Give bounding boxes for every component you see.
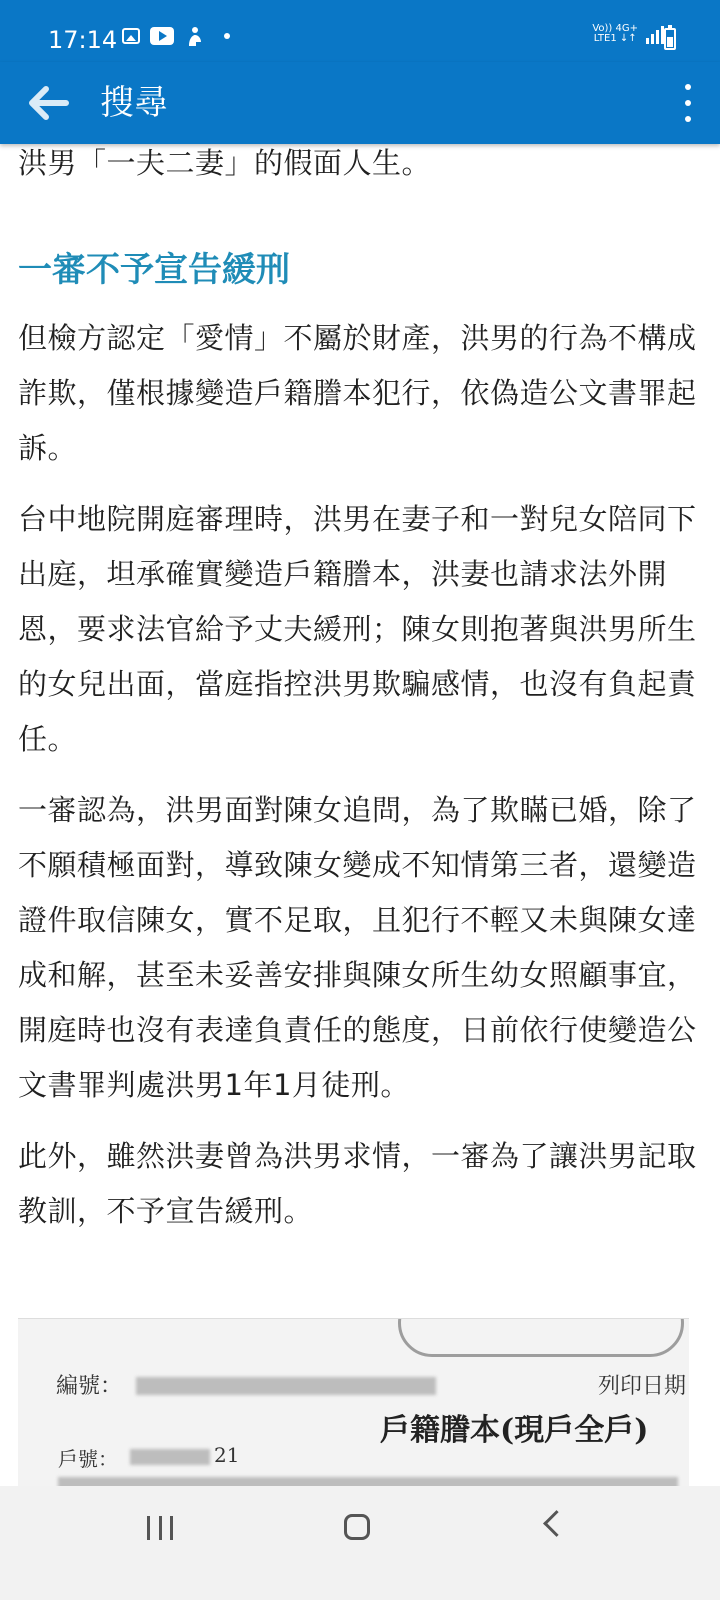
app-bar [0, 62, 720, 144]
home-button[interactable] [344, 1514, 370, 1540]
article-paragraph: 此外，雖然洪妻曾為洪男求情，一審為了讓洪男記取教訓，不予宣告緩刑。 [18, 1139, 697, 1228]
more-vert-icon [685, 84, 691, 90]
network-type-label: Vo)) 4G+ [592, 23, 638, 34]
status-bar [0, 0, 720, 62]
youtube-icon [150, 27, 174, 45]
household-number-visible: 21 [214, 1443, 240, 1467]
document-title: 戶籍謄本(現戶全戶) [380, 1413, 649, 1448]
print-date-label: 列印日期 [598, 1374, 687, 1399]
network-indicator [592, 24, 638, 44]
notification-icons [122, 26, 230, 46]
doc-number-label: 編號： [56, 1374, 123, 1399]
article-paragraph: 台中地院開庭審理時，洪男在妻子和一對兒女陪同下出庭，坦承確實變造戶籍謄本，洪妻也請求法外開恩，要求法官給予丈夫緩刑；陳女則抱著與洪男所生的女兒出面，當庭指控洪男欺騙感情，也沒有負起責任。 [18, 502, 697, 756]
battery-icon [664, 28, 676, 50]
more-notifications-dot-icon [224, 33, 230, 39]
back-button[interactable] [24, 80, 72, 126]
intro-paragraph-tail: 洪男「一夫二妻」的假面人生。 [18, 146, 432, 180]
system-icons [592, 24, 664, 44]
article-paragraph: 一審認為，洪男面對陳女追問，為了欺瞞已婚，除了不願積極面對，導致陳女變成不知情第三者，還變造證件取信陳女，實不足取，且犯行不輕又未與陳女達成和解，甚至未妥善安排與陳女所生幼女照顧事宜，開庭時也沒有表達負責任的態度，日前依行使變造公文書罪判處洪男1年1月徒刑。 [18, 793, 697, 1102]
section-heading: 一審不予宣告緩刑 [18, 250, 290, 290]
household-register-image [18, 1318, 689, 1489]
system-navigation-bar [0, 1486, 720, 1600]
network-lte-label: LTE1 ↓↑ [593, 33, 637, 44]
accessibility-icon [184, 26, 206, 46]
household-label: 戶號： [58, 1447, 118, 1471]
official-stamp [398, 1318, 684, 1357]
recent-apps-button[interactable] [147, 1516, 173, 1540]
recent-apps-icon [147, 1516, 150, 1540]
article-paragraph: 但檢方認定「愛情」不屬於財產，洪男的行為不構成詐欺，僅根據變造戶籍謄本犯行，依偽造公文書罪起訴。 [18, 321, 697, 465]
arrow-left-icon [24, 80, 72, 126]
gallery-icon [122, 28, 140, 44]
article-body [18, 144, 702, 1239]
app-title: 搜尋 [100, 83, 168, 123]
overflow-menu-button[interactable] [676, 84, 700, 122]
redacted-number [136, 1377, 436, 1395]
redacted-household-number [130, 1449, 210, 1465]
signal-icon [646, 24, 664, 44]
status-time: 17:14 [48, 26, 118, 54]
nav-back-button[interactable] [543, 1510, 570, 1537]
